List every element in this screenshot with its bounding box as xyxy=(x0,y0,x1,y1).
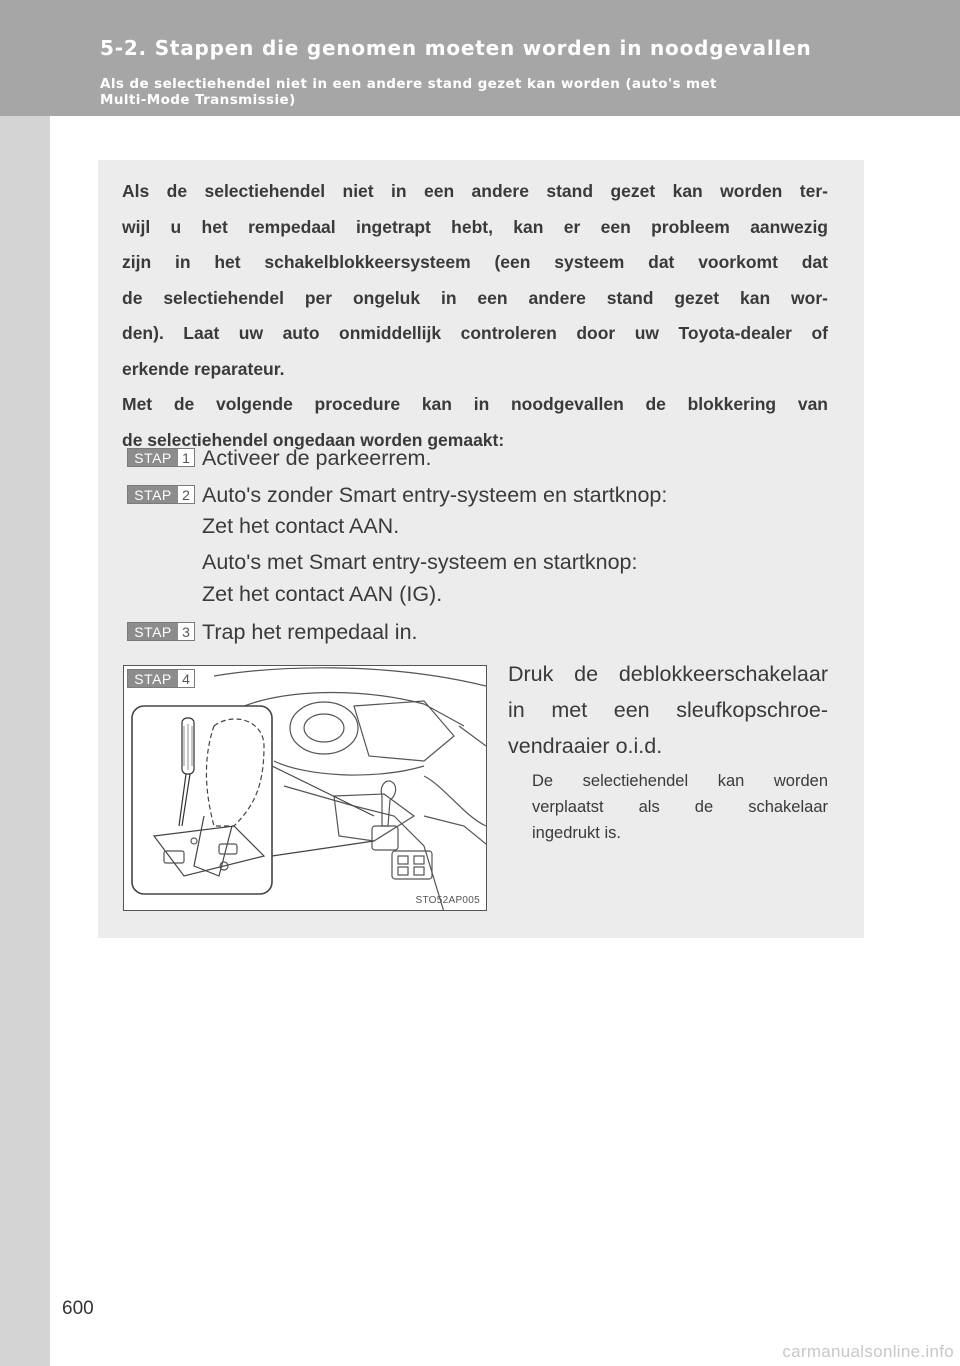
step-2-line: Auto's zonder Smart entry-systeem en startknop: xyxy=(202,483,668,507)
step-badge-number: 2 xyxy=(178,486,194,503)
step-2-line: Zet het contact AAN. xyxy=(202,514,400,538)
intro-paragraph xyxy=(122,174,828,458)
intro-line: Als de selectiehendel niet in een andere stand gezet kan worden ter- xyxy=(122,181,828,201)
step-badge-label: STAP xyxy=(128,670,178,687)
step-4-line: in met een sleufkopschroe- xyxy=(508,698,828,722)
step-badge-label: STAP xyxy=(128,623,178,640)
step-3-text: Trap het rempedaal in. xyxy=(202,620,418,644)
illustration-code: STO52AP005 xyxy=(415,895,480,906)
intro-line: den). Laat uw auto onmiddellijk controleren door uw Toyota-dealer of xyxy=(122,323,828,343)
step-4-line: Druk de deblokkeerschakelaar xyxy=(508,662,828,686)
intro-line: zijn in het schakelblokkeersysteem (een systeem dat voorkomt dat xyxy=(122,252,828,272)
shift-lock-release-illustration xyxy=(123,665,487,911)
intro-line: Met de volgende procedure kan in noodgevallen de blokkering van xyxy=(122,394,828,414)
step-4-line: vendraaier o.i.d. xyxy=(508,734,663,758)
step-badge-number: 1 xyxy=(178,449,194,466)
step-4-note-line: De selectiehendel kan worden xyxy=(532,772,828,790)
step-badge-number: 3 xyxy=(178,623,194,640)
step-2-line: Zet het contact AAN (IG). xyxy=(202,582,443,606)
section-subtitle-line: Multi-Mode Transmissie) xyxy=(100,92,296,108)
section-subtitle-line: Als de selectiehendel niet in een andere stand gezet kan worden (auto's met xyxy=(100,76,717,92)
step-4-note xyxy=(532,768,828,846)
step-4-note-line: verplaatst als de schakelaar xyxy=(532,798,828,816)
step-1-badge xyxy=(127,448,195,467)
intro-line: erkende reparateur. xyxy=(122,358,285,379)
step-badge-label: STAP xyxy=(128,449,178,466)
intro-line: wijl u het rempedaal ingetrapt hebt, kan er een probleem aanwezig xyxy=(122,216,828,237)
dashboard-drawing xyxy=(124,666,487,911)
intro-line: de selectiehendel per ongeluk in een andere stand gezet kan wor- xyxy=(122,287,828,308)
watermark: carmanualsonline.info xyxy=(782,1342,954,1361)
intro-line: de selectiehendel ongedaan worden gemaakt: xyxy=(122,429,505,450)
step-badge-label: STAP xyxy=(128,486,178,503)
section-header xyxy=(0,0,960,116)
chapter-title: 5-2. Stappen die genomen moeten worden in noodgevallen xyxy=(100,36,812,60)
step-badge-number: 4 xyxy=(178,670,194,687)
step-1-text: Activeer de parkeerrem. xyxy=(202,446,432,470)
step-3-badge xyxy=(127,622,195,641)
step-4-badge xyxy=(127,669,195,688)
step-2-badge xyxy=(127,485,195,504)
section-subtitle xyxy=(100,76,880,108)
step-4-text xyxy=(508,656,828,764)
step-4-note-line: ingedrukt is. xyxy=(532,824,621,842)
step-2-line: Auto's met Smart entry-systeem en startknop: xyxy=(202,550,638,574)
page-number: 600 xyxy=(62,1298,94,1319)
page-side-bar xyxy=(0,0,50,1366)
